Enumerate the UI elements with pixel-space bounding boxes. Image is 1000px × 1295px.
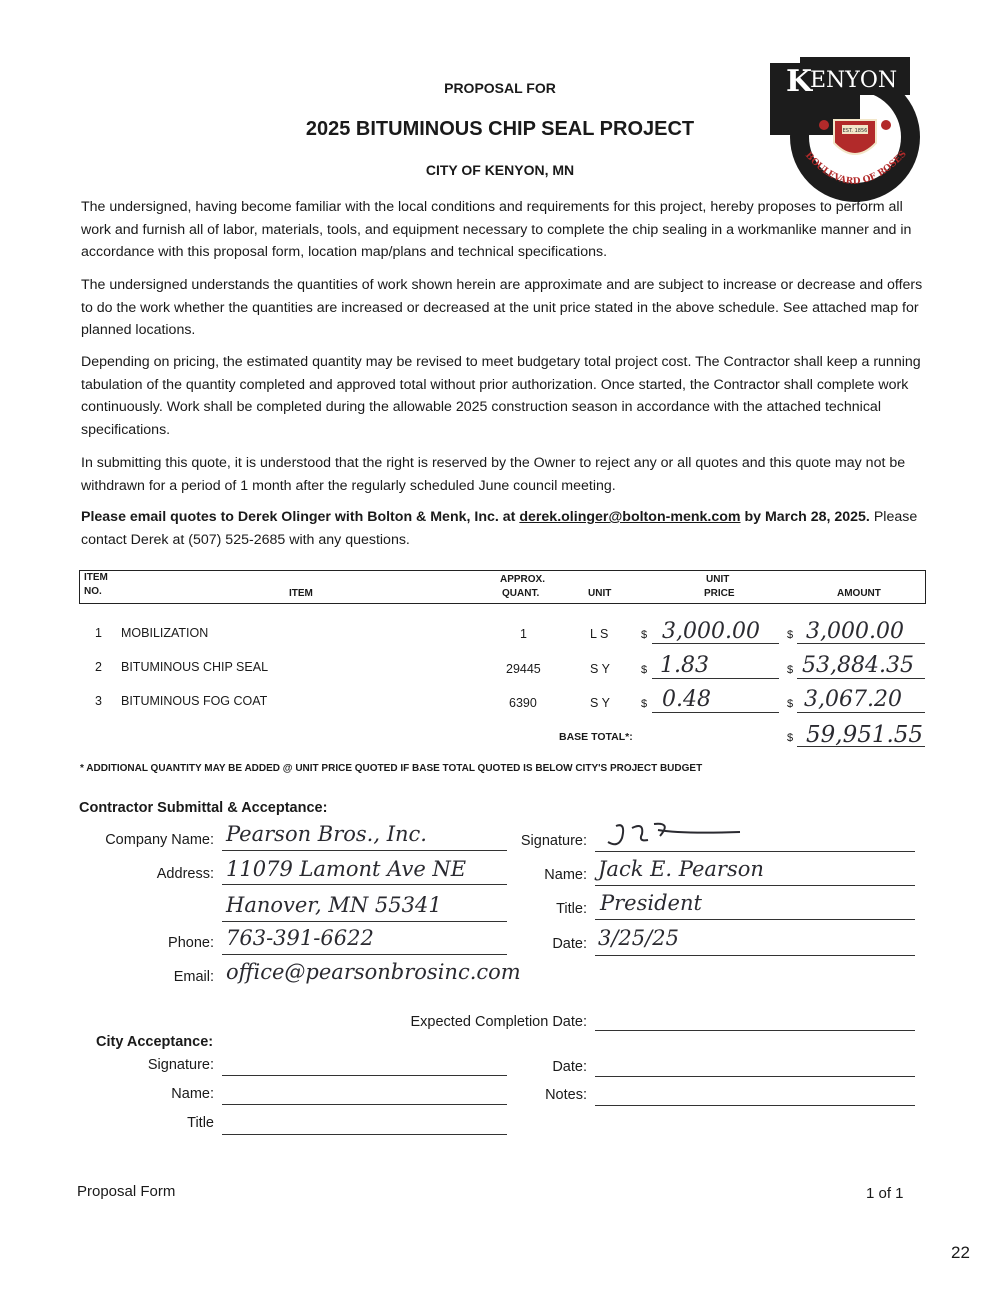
name-value[interactable]: Jack E. Pearson (598, 857, 764, 881)
intro-paragraph: The undersigned, having become familiar with the local conditions and requirements for this project, hereby proposes to perform all work and furnish all of labor, materials, tools, and equipment necessary to complete the chip sealing in a workmanlike manner and in accordance with this proposal form, location map/plans and technical specifications. (81, 199, 912, 260)
city-date-label: Date: (552, 1059, 587, 1075)
company-name-label: Company Name: (105, 832, 214, 848)
row1-unit-price: 3,000.00 (662, 619, 760, 644)
header-price-1: UNIT (706, 574, 730, 585)
header-price-2: PRICE (704, 588, 735, 599)
contractor-section-title: Contractor Submittal & Acceptance: (79, 800, 328, 816)
form-name: Proposal Form (77, 1183, 176, 1200)
row1-quant: 1 (520, 627, 527, 641)
row3-amount: 3,067.20 (804, 687, 902, 712)
address-line1-value[interactable]: 11079 Lamont Ave NE (226, 857, 467, 881)
row3-unit: S Y (590, 696, 610, 710)
row1-amount-line (797, 643, 925, 644)
header-item: ITEM (289, 588, 313, 599)
quantities-paragraph: The undersigned understands the quantities of work shown herein are approximate and are subject to increase or decrease and offers to do the work whether the quantities are increased or decreased at the unit price stated in the above schedule. See attached map for planned locations. (81, 277, 923, 338)
city-name-line[interactable] (222, 1104, 507, 1105)
base-total-value: 59,951.55 (806, 722, 924, 748)
row3-quant: 6390 (509, 696, 537, 710)
contact-email-link[interactable]: derek.olinger@bolton-menk.com (519, 509, 741, 525)
project-title: 2025 BITUMINOUS CHIP SEAL PROJECT (305, 118, 695, 140)
email-instructions (81, 506, 936, 551)
address-line1-line (222, 884, 507, 885)
base-total-line (797, 746, 925, 747)
row1-no: 1 (95, 626, 102, 640)
rejection-paragraph: In submitting this quote, it is understood that the right is reserved by the Owner to reject any or all quotes and this quote may not be withdrawn for a period of 1 month after the regularly scheduled June council meeting. (81, 455, 906, 494)
completion-date-label: Expected Completion Date: (410, 1014, 587, 1030)
city-title-line[interactable] (222, 1134, 507, 1135)
date-line (595, 955, 915, 956)
row1-price-currency: $ (641, 629, 648, 641)
row1-amount: 3,000.00 (806, 619, 904, 644)
phone-line (222, 954, 507, 955)
city-notes-line[interactable] (595, 1105, 915, 1106)
row3-amount-line (797, 712, 925, 713)
row2-unit-price: 1.83 (660, 653, 709, 678)
base-total-currency: $ (787, 732, 794, 744)
header-item-no-2: NO. (84, 586, 102, 597)
row3-price-line (652, 712, 779, 713)
header-quant-2: QUANT. (502, 588, 540, 599)
proposal-for-heading: PROPOSAL FOR (444, 80, 556, 96)
header-quant-1: APPROX. (500, 574, 546, 585)
row2-unit: S Y (590, 662, 610, 676)
email-deadline: by March 28, 2025. (744, 509, 870, 525)
row2-amount: 53,884.35 (802, 653, 914, 678)
company-name-line (222, 850, 507, 851)
row2-price-line (652, 678, 779, 679)
page-count: 1 of 1 (866, 1185, 904, 1202)
svg-text:ENYON: ENYON (810, 68, 898, 93)
pricing-paragraph: Depending on pricing, the estimated quantity may be revised to meet budgetary total project cost. The Contractor shall keep a running tabulation of the quantity completed and approved total without prior authorization. Once started, the Contractor shall complete work continuously. Work shall be completed during the allowable 2025 construction season in accordance with the attached technical specifications. (81, 354, 921, 438)
row1-item: MOBILIZATION (121, 626, 209, 640)
row1-price-line (652, 643, 779, 644)
row3-no: 3 (95, 694, 102, 708)
city-signature-line[interactable] (222, 1075, 507, 1076)
city-heading: CITY OF KENYON, MN (425, 162, 575, 178)
svg-text:BOULEVARD OF ROSES: BOULEVARD OF ROSES (802, 149, 909, 187)
date-label: Date: (552, 936, 587, 952)
address-label: Address: (156, 866, 214, 882)
additional-quantity-note: * ADDITIONAL QUANTITY MAY BE ADDED @ UNIT PRICE QUOTED IF BASE TOTAL QUOTED IS BELOW CITY'S PROJECT BUDGET (80, 763, 703, 774)
row3-price-currency: $ (641, 698, 648, 710)
date-value[interactable]: 3/25/25 (598, 926, 679, 950)
row3-item: BITUMINOUS FOG COAT (121, 694, 268, 708)
signature-label: Signature: (520, 833, 587, 849)
email-value[interactable]: office@pearsonbrosinc.com (226, 960, 521, 984)
row1-unit: L S (590, 627, 609, 641)
row2-amount-currency: $ (787, 664, 794, 676)
row2-no: 2 (95, 660, 102, 674)
kenyon-logo (760, 55, 925, 205)
svg-text:K: K (786, 64, 813, 99)
header-unit: UNIT (588, 588, 612, 599)
row2-quant: 29445 (506, 662, 541, 676)
phone-label: Phone: (168, 935, 214, 951)
page-number: 22 (951, 1243, 970, 1262)
header-item-no-1: ITEM (84, 572, 108, 583)
title-label: Title: (556, 901, 587, 917)
row2-item: BITUMINOUS CHIP SEAL (121, 660, 269, 674)
svg-text:EST. 1856: EST. 1856 (842, 128, 868, 134)
base-total-label: BASE TOTAL*: (559, 731, 633, 743)
contact-phone-text: Please contact Derek at (507) 525-2685 with any questions. (81, 509, 918, 548)
signature-line (595, 851, 915, 852)
email-label: Email: (173, 969, 214, 985)
completion-date-line[interactable] (595, 1030, 915, 1031)
title-value[interactable]: President (600, 891, 702, 915)
city-notes-label: Notes: (545, 1087, 587, 1103)
row1-amount-currency: $ (787, 629, 794, 641)
city-title-label: Title (187, 1115, 214, 1131)
address-line2-value[interactable]: Hanover, MN 55341 (226, 893, 442, 917)
phone-value[interactable]: 763-391-6622 (226, 926, 374, 950)
title-line (595, 919, 915, 920)
row2-price-currency: $ (641, 664, 648, 676)
company-name-value[interactable]: Pearson Bros., Inc. (226, 822, 427, 846)
row2-amount-line (797, 678, 925, 679)
city-name-label: Name: (171, 1086, 214, 1102)
city-section-title: City Acceptance: (96, 1034, 214, 1050)
name-label: Name: (544, 867, 587, 883)
bid-table-header (79, 570, 926, 604)
name-line (595, 885, 915, 886)
header-amount: AMOUNT (837, 588, 881, 599)
email-lead: Please email quotes to Derek Olinger with Bolton & Menk, Inc. at (81, 509, 516, 525)
address-line2-line (222, 921, 507, 922)
row3-amount-currency: $ (787, 698, 794, 710)
city-signature-label: Signature: (147, 1057, 214, 1073)
contractor-signature[interactable] (602, 818, 742, 852)
city-date-line[interactable] (595, 1076, 915, 1077)
row3-unit-price: 0.48 (662, 687, 711, 712)
